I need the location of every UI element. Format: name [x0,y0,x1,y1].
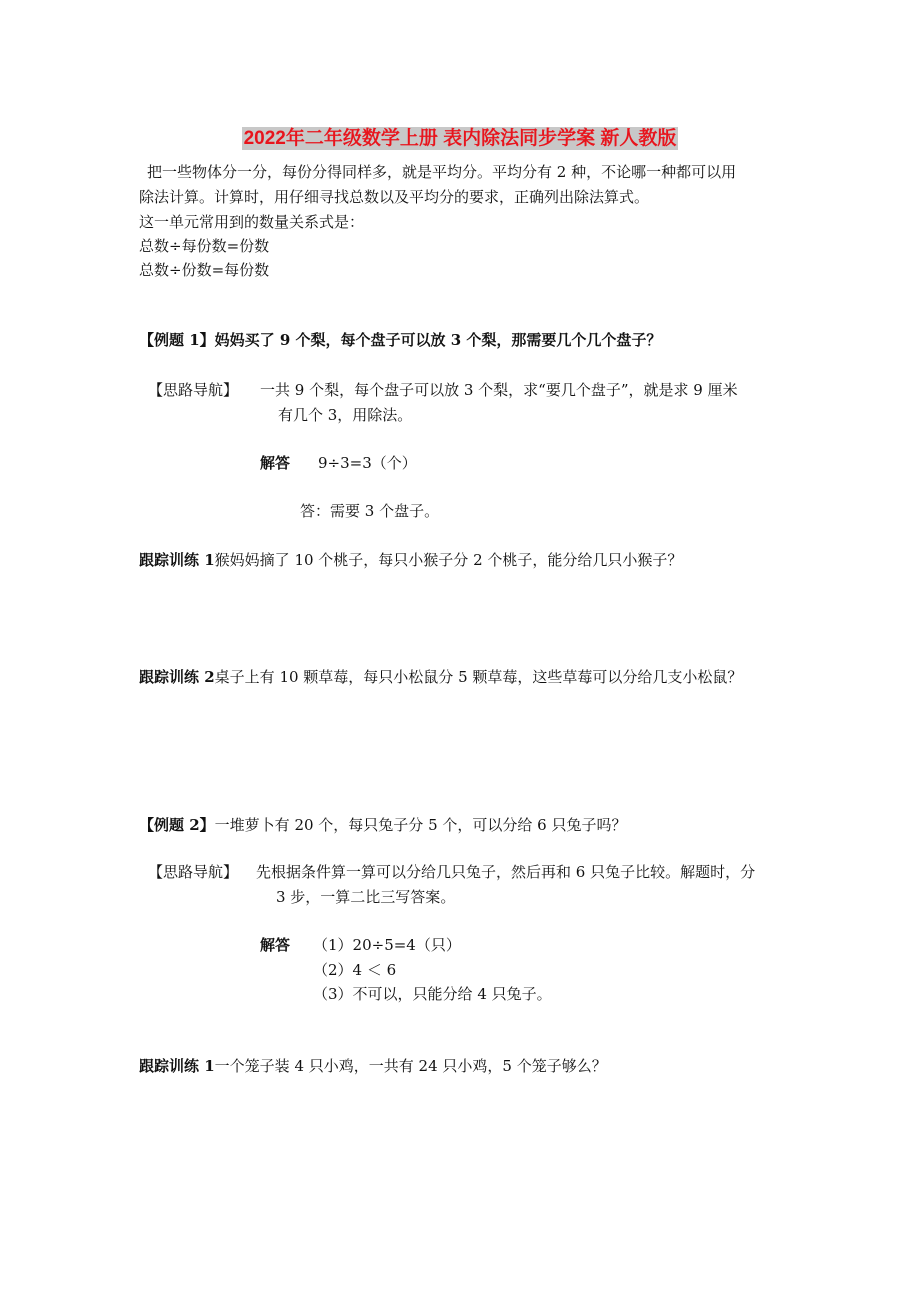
example1-hint-line: 有几个 3，用除法。 [278,406,413,424]
example2-answer-step: （2）4 ＜ 6 [313,961,397,979]
practice3-text: 一个笼子装 4 只小鸡，一共有 24 只小鸡，5 个笼子够么？ [214,1057,607,1075]
practice1 [139,550,682,570]
title-text: 2022年二年级数学上册 表内除法同步学案 新人教版 [243,128,677,149]
practice3 [139,1056,607,1076]
formula-line: 总数÷份数=每份数 [139,261,270,279]
document-title [0,123,920,150]
practice2-label: 跟踪训练 2 [139,668,215,686]
example1-hint-line: 一共 9 个梨，每个盘子可以放 3 个梨，求“要几个盘子”，就是求 9 厘米 [260,381,738,399]
practice3-label: 跟踪训练 1 [139,1057,215,1075]
example1-label: 【例题 1】 [139,331,215,349]
formula-line: 总数÷每份数=份数 [139,237,270,255]
example2-answer-label: 解答 [260,936,291,954]
example1-answer-label: 解答 [260,454,291,472]
example2-answer-step: （3）不可以，只能分给 4 只兔子。 [313,985,552,1003]
practice2-text: 桌子上有 10 颗草莓，每只小松鼠分 5 颗草莓，这些草莓可以分给几支小松鼠？ [214,668,743,686]
example1-question [139,330,661,350]
example1-final-answer: 答：需要 3 个盘子。 [300,502,440,520]
intro-line: 这一单元常用到的数量关系式是： [139,213,365,231]
example1-answer: 9÷3=3（个） [318,454,417,472]
example2-hint-line: 先根据条件算一算可以分给几只兔子，然后再和 6 只兔子比较。解题时，分 [256,863,756,881]
example2-hint-label: 【思路导航】 [148,863,239,881]
practice1-text: 猴妈妈摘了 10 个桃子，每只小猴子分 2 个桃子，能分给几只小猴子？ [214,551,683,569]
example2-question [139,815,626,835]
example1-text: 妈妈买了 9 个梨，每个盘子可以放 3 个梨，那需要几个几个盘子？ [214,331,662,349]
practice1-label: 跟踪训练 1 [139,551,215,569]
example2-hint-line: 3 步，一算二比三写答案。 [276,888,456,906]
intro-line: 除法计算。计算时，用仔细寻找总数以及平均分的要求，正确列出除法算式。 [139,188,650,206]
example1-hint-label: 【思路导航】 [148,381,239,399]
example2-text: 一堆萝卜有 20 个，每只兔子分 5 个，可以分给 6 只兔子吗？ [214,816,627,834]
practice2 [139,667,742,687]
intro-line: 把一些物体分一分，每份分得同样多，就是平均分。平均分有 2 种，不论哪一种都可以用 [147,163,737,181]
example2-label: 【例题 2】 [139,816,215,834]
example2-answer-step: （1）20÷5=4（只） [313,936,461,954]
